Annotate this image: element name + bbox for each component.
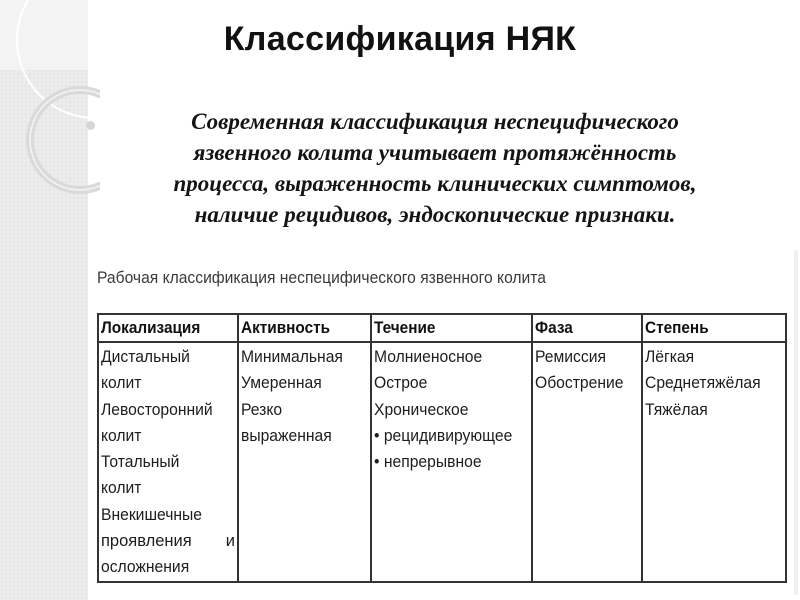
cell-text: • рецидивирующее bbox=[374, 426, 513, 445]
cell-text: колит bbox=[101, 479, 142, 498]
cell-activity bbox=[238, 342, 371, 582]
decorative-circles-icon bbox=[0, 0, 100, 200]
header-severity: Степень bbox=[642, 314, 786, 342]
header-activity: Активность bbox=[238, 314, 371, 342]
lead-line: язвенного колита учитывает протяжённость bbox=[193, 140, 677, 165]
cell-course bbox=[371, 342, 532, 582]
cell-text: осложнения bbox=[101, 558, 190, 577]
cell-text: выраженная bbox=[241, 426, 332, 445]
circle-bullet-icon bbox=[86, 121, 95, 130]
cell-text: Левосторонний bbox=[101, 400, 213, 419]
lead-line: Современная классификация неспецифического bbox=[191, 109, 679, 134]
cell-text: Острое bbox=[374, 374, 428, 393]
cell-text: колит bbox=[101, 374, 142, 393]
header-course: Течение bbox=[371, 314, 532, 342]
cell-text: Молниеносное bbox=[374, 348, 483, 366]
lead-line: наличие рецидивов, эндоскопические признаки. bbox=[194, 202, 676, 227]
classification-table bbox=[97, 313, 787, 583]
classification-figure bbox=[88, 250, 798, 595]
cell-text: Внекишечные bbox=[101, 505, 203, 524]
cell-text: Ремиссия bbox=[535, 348, 606, 366]
cell-text: Тяжёлая bbox=[645, 400, 708, 419]
cell-text: Лёгкая bbox=[645, 348, 695, 366]
cell-localization bbox=[98, 342, 238, 582]
cell-text: Резко bbox=[241, 400, 283, 419]
header-localization: Локализация bbox=[98, 314, 238, 342]
cell-text: • непрерывное bbox=[374, 453, 482, 472]
cell-severity bbox=[642, 342, 786, 582]
table-row bbox=[98, 342, 786, 582]
cell-word: и bbox=[225, 532, 235, 551]
cell-text-justified bbox=[101, 528, 235, 554]
decorative-side-strip bbox=[0, 0, 88, 600]
cell-text: Умеренная bbox=[241, 374, 322, 393]
cell-text: Среднетяжёлая bbox=[645, 374, 761, 393]
figure-caption: Рабочая классификация неспецифического язвенного колита bbox=[97, 268, 546, 287]
cell-word: проявления bbox=[101, 532, 192, 551]
lead-line: процесса, выраженность клинических симптомов, bbox=[173, 171, 697, 196]
cell-text: Обострение bbox=[535, 374, 624, 393]
cell-phase bbox=[532, 342, 642, 582]
cell-text: Хроническое bbox=[374, 400, 469, 419]
header-phase: Фаза bbox=[532, 314, 642, 342]
cell-text: Дистальный bbox=[101, 348, 190, 366]
cell-text: Минимальная bbox=[241, 348, 343, 366]
cell-text: колит bbox=[101, 426, 142, 445]
table-header-row bbox=[98, 314, 786, 342]
cell-text: Тотальный bbox=[101, 453, 180, 472]
slide-title: Классификация НЯК bbox=[223, 20, 577, 58]
lead-paragraph bbox=[100, 106, 770, 230]
